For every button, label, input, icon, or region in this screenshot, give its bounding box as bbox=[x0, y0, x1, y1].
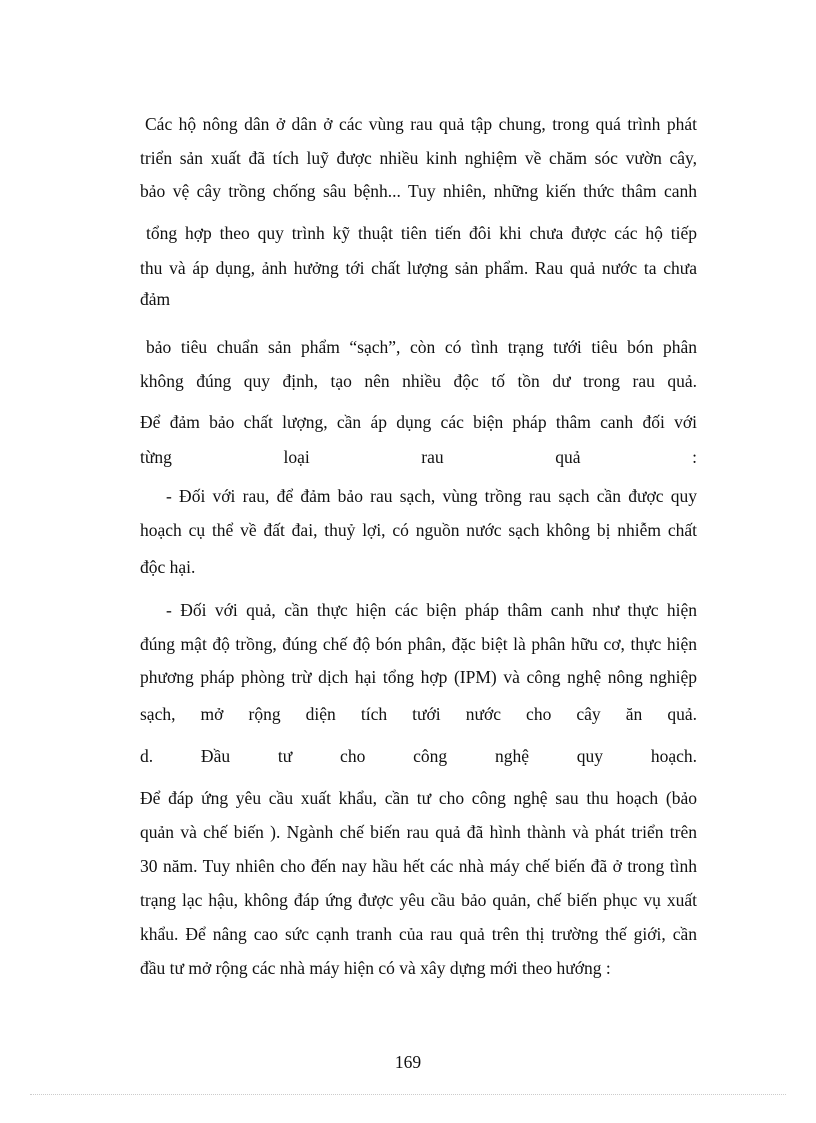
text-line: hoạch cụ thể về đất đai, thuỷ lợi, có nguồn nước sạch không bị nhiễm chất bbox=[140, 520, 697, 540]
text-line: triển sản xuất đã tích luỹ được nhiều kinh nghiệm về chăm sóc vườn cây, bbox=[140, 148, 697, 168]
text-line: Các hộ nông dân ở dân ở các vùng rau quả tập chung, trong quá trình phát bbox=[145, 114, 697, 134]
text-line: đảm bbox=[140, 289, 171, 309]
text-line: quản và chế biến ). Ngành chế biến rau quả đã hình thành và phát triển trên bbox=[140, 822, 697, 842]
text-line: phương pháp phòng trừ dịch hại tổng hợp (IPM) và công nghệ nông nghiệp bbox=[140, 667, 697, 687]
text-line: bảo vệ cây trồng chống sâu bệnh... Tuy nhiên, những kiến thức thâm canh bbox=[140, 181, 697, 201]
text-line: đầu tư mở rộng các nhà máy hiện có và xây dựng mới theo hướng : bbox=[140, 958, 611, 978]
text-line: từng loại rau quả : bbox=[140, 447, 697, 467]
text-line: - Đối với quả, cần thực hiện các biện pháp thâm canh như thực hiện bbox=[166, 600, 697, 620]
text-line: 30 năm. Tuy nhiên cho đến nay hầu hết các nhà máy chế biến đã ở trong tình bbox=[140, 856, 697, 876]
text-line: bảo tiêu chuẩn sản phẩm “sạch”, còn có tình trạng tưới tiêu bón phân bbox=[146, 337, 697, 357]
text-line: thu và áp dụng, ảnh hưởng tới chất lượng sản phẩm. Rau quả nước ta chưa bbox=[140, 258, 697, 278]
text-line: đúng mật độ trồng, đúng chế độ bón phân, đặc biệt là phân hữu cơ, thực hiện bbox=[140, 634, 697, 654]
text-line: tổng hợp theo quy trình kỹ thuật tiên tiến đôi khi chưa được các hộ tiếp bbox=[146, 223, 697, 243]
text-line: Để đáp ứng yêu cầu xuất khẩu, cần tư cho công nghệ sau thu hoạch (bảo bbox=[140, 788, 697, 808]
text-line: độc hại. bbox=[140, 557, 196, 577]
section-heading: d. Đầu tư cho công nghệ quy hoạch. bbox=[140, 746, 697, 766]
text-line: sạch, mở rộng diện tích tưới nước cho cây ăn quả. bbox=[140, 704, 697, 724]
text-line: trạng lạc hậu, không đáp ứng được yêu cầu bảo quản, chế biến phục vụ xuất bbox=[140, 890, 697, 910]
text-line: khẩu. Để nâng cao sức cạnh tranh của rau quả trên thị trường thế giới, cần bbox=[140, 924, 697, 944]
text-line: Để đảm bảo chất lượng, cần áp dụng các biện pháp thâm canh đối với bbox=[140, 412, 697, 432]
page-bottom-divider bbox=[30, 1094, 786, 1095]
text-line: không đúng quy định, tạo nên nhiều độc tố tồn dư trong rau quả. bbox=[140, 371, 697, 391]
page-number: 169 bbox=[394, 1052, 422, 1072]
text-line: - Đối với rau, để đảm bảo rau sạch, vùng trồng rau sạch cần được quy bbox=[166, 486, 697, 506]
